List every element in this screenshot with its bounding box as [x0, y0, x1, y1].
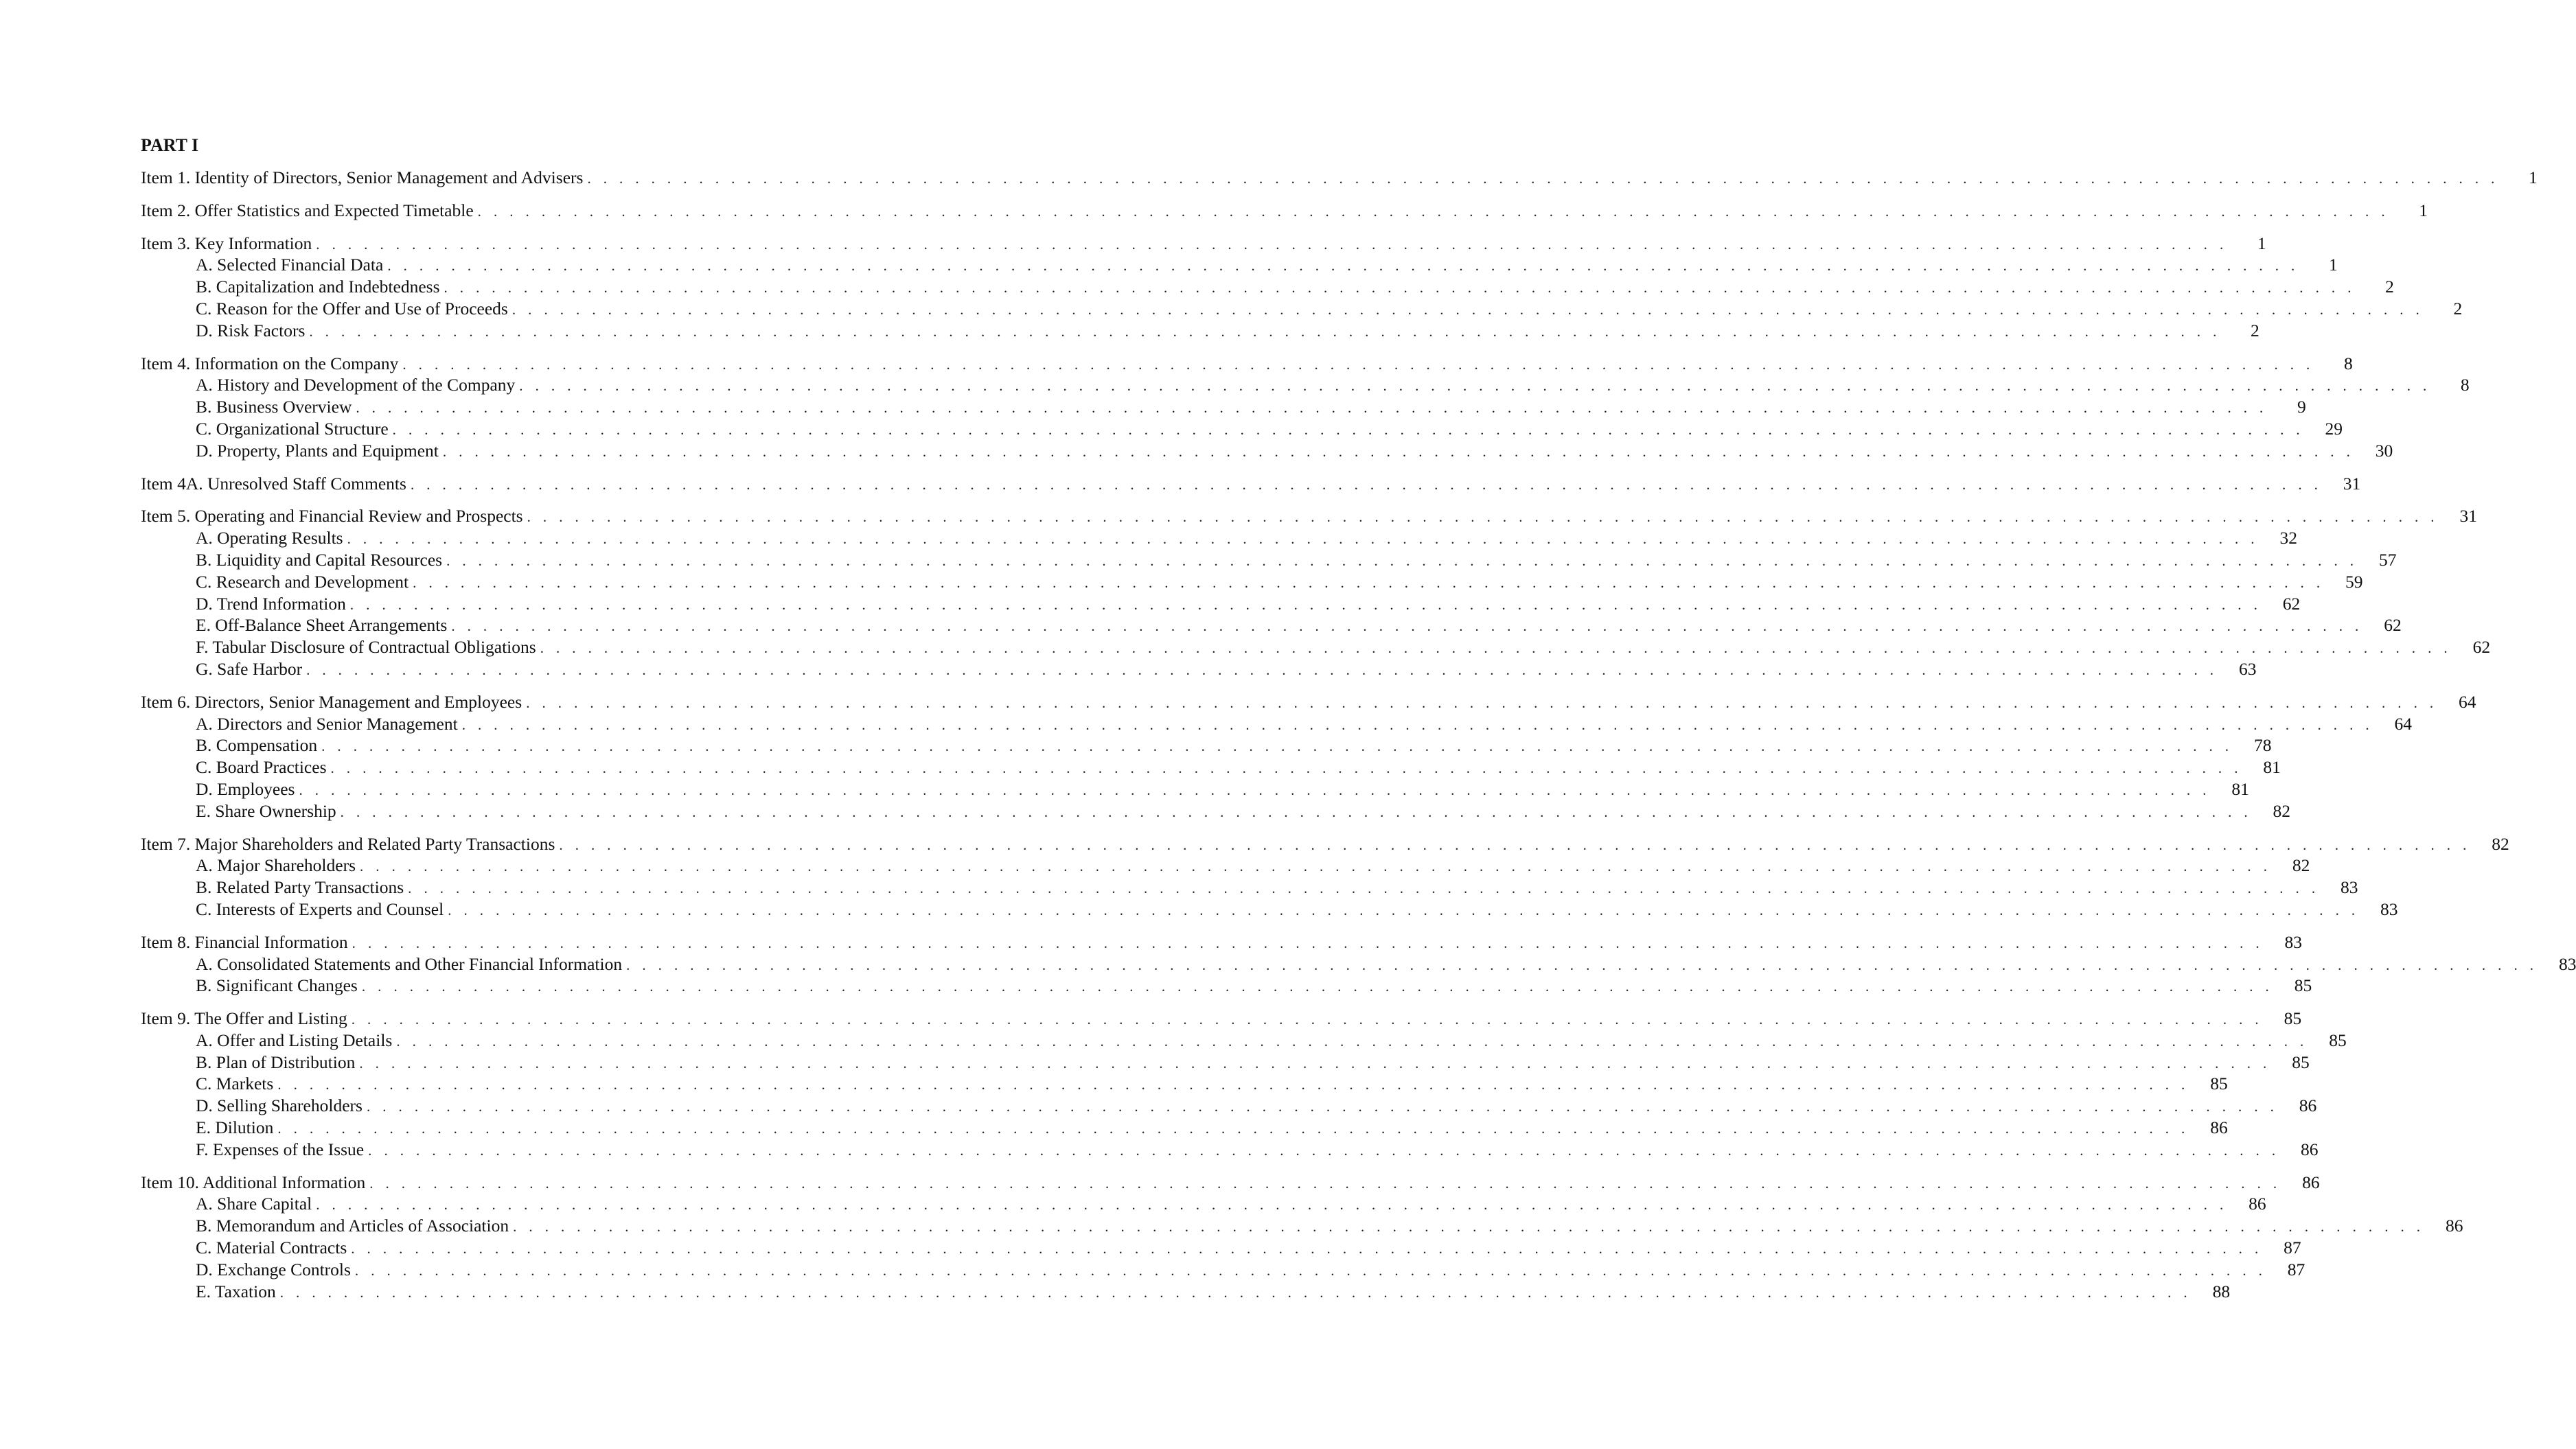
toc-item-label: Item 9. The Offer and Listing — [141, 1008, 347, 1029]
toc-subitem[interactable] — [141, 1281, 2231, 1303]
toc-subitem[interactable] — [141, 320, 2259, 342]
page-number: 85 — [2292, 1052, 2310, 1072]
toc-subitem-label: E. Taxation — [196, 1281, 276, 1301]
dot-leader: . . . . . . . . . . . . . . . . . . . . . . . . . . . . . . . . . . . . . . . . . . . . . . . . . . . . . . . . . . . . . . . . . . . . . . . . . . . . . . . . . . . . . . . . . . . . . . . . . . . . . . . . . . . . . . . . . . . . . . . . — [316, 235, 2228, 253]
toc-subitem[interactable] — [141, 254, 2338, 276]
dot-leader: . . . . . . . . . . . . . . . . . . . . . . . . . . . . . . . . . . . . . . . . . . . . . . . . . . . . . . . . . . . . . . . . . . . . . . . . . . . . . . . . . . . . . . . . . . . . . . . . . . . . . . . . . . . . . . . . . . . . . . . . — [540, 640, 2452, 657]
dot-leader: . . . . . . . . . . . . . . . . . . . . . . . . . . . . . . . . . . . . . . . . . . . . . . . . . . . . . . . . . . . . . . . . . . . . . . . . . . . . . . . . . . . . . . . . . . . . . . . . . . . . . . . . . . . . . . . . . . . . . . . . — [413, 574, 2325, 591]
toc-group — [141, 200, 2428, 222]
toc-subitem-label: B. Significant Changes — [196, 975, 358, 996]
toc-item-label: Item 8. Financial Information — [141, 931, 348, 952]
dot-leader: . . . . . . . . . . . . . . . . . . . . . . . . . . . . . . . . . . . . . . . . . . . . . . . . . . . . . . . . . . . . . . . . . . . . . . . . . . . . . . . . . . . . . . . . . . . . . . . . . . . . . . . . . . . . . . . . . . . . . . . . — [444, 279, 2356, 297]
dot-leader: . . . . . . . . . . . . . . . . . . . . . . . . . . . . . . . . . . . . . . . . . . . . . . . . . . . . . . . . . . . . . . . . . . . . . . . . . . . . . . . . . . . . . . . . . . . . . . . . . . . . . . . . . . . . . . . . . . . . . . . . — [446, 552, 2358, 569]
toc-subitem[interactable] — [141, 1237, 2301, 1259]
toc-subitem[interactable] — [141, 614, 2402, 636]
toc-subitem-label: A. Directors and Senior Management — [196, 713, 458, 734]
toc-subitem-label: B. Memorandum and Articles of Association — [196, 1216, 509, 1236]
page-number: 57 — [2378, 549, 2397, 570]
page-number: 59 — [2345, 571, 2363, 592]
dot-leader: . . . . . . . . . . . . . . . . . . . . . . . . . . . . . . . . . . . . . . . . . . . . . . . . . . . . . . . . . . . . . . . . . . . . . . . . . . . . . . . . . . . . . . . . . . . . . . . . . . . . . . . . . . . . . . . . . . . . . . . . — [277, 1120, 2189, 1137]
page-number: 86 — [2249, 1194, 2266, 1214]
page-number: 85 — [2329, 1030, 2347, 1050]
page-number: 63 — [2238, 658, 2257, 679]
toc-group — [141, 505, 2491, 680]
dot-leader: . . . . . . . . . . . . . . . . . . . . . . . . . . . . . . . . . . . . . . . . . . . . . . . . . . . . . . . . . . . . . . . . . . . . . . . . . . . . . . . . . . . . . . . . . . . . . . . . . . . . . . . . . . . . . . . . . . . . . . . . — [354, 1262, 2267, 1279]
dot-leader: . . . . . . . . . . . . . . . . . . . . . . . . . . . . . . . . . . . . . . . . . . . . . . . . . . . . . . . . . . . . . . . . . . . . . . . . . . . . . . . . . . . . . . . . . . . . . . . . . . . . . . . . . . . . . . . . . . . . . . . . — [277, 1076, 2189, 1093]
toc-subitem[interactable] — [141, 1193, 2266, 1215]
toc-item-label: Item 1. Identity of Directors, Senior Management and Advisers — [141, 167, 584, 187]
toc-subitem-label: B. Compensation — [196, 735, 318, 756]
toc-item[interactable] — [141, 233, 2266, 255]
dot-leader: . . . . . . . . . . . . . . . . . . . . . . . . . . . . . . . . . . . . . . . . . . . . . . . . . . . . . . . . . . . . . . . . . . . . . . . . . . . . . . . . . . . . . . . . . . . . . . . . . . . . . . . . . . . . . . . . . . . . . . . . — [366, 1098, 2279, 1115]
toc-subitem[interactable] — [141, 658, 2257, 680]
page-number: 86 — [2302, 1172, 2320, 1192]
toc-subitem-label: C. Research and Development — [196, 571, 409, 592]
page-number: 86 — [2301, 1139, 2319, 1159]
page-number: 86 — [2299, 1096, 2317, 1116]
toc-subitem[interactable] — [141, 276, 2394, 298]
dot-leader: . . . . . . . . . . . . . . . . . . . . . . . . . . . . . . . . . . . . . . . . . . . . . . . . . . . . . . . . . . . . . . . . . . . . . . . . . . . . . . . . . . . . . . . . . . . . . . . . . . . . . . . . . . . . . . . . . . . . . . . . — [396, 1032, 2308, 1050]
toc-subitem[interactable] — [141, 1259, 2305, 1281]
dot-leader: . . . . . . . . . . . . . . . . . . . . . . . . . . . . . . . . . . . . . . . . . . . . . . . . . . . . . . . . . . . . . . . . . . . . . . . . . . . . . . . . . . . . . . . . . . . . . . . . . . . . . . . . . . . . . . . . . . . . . . . . — [408, 880, 2320, 897]
dot-leader: . . . . . . . . . . . . . . . . . . . . . . . . . . . . . . . . . . . . . . . . . . . . . . . . . . . . . . . . . . . . . . . . . . . . . . . . . . . . . . . . . . . . . . . . . . . . . . . . . . . . . . . . . . . . . . . . . . . . . . . . — [347, 531, 2259, 548]
toc-subitem-label: D. Property, Plants and Equipment — [196, 440, 439, 461]
dot-leader: . . . . . . . . . . . . . . . . . . . . . . . . . . . . . . . . . . . . . . . . . . . . . . . . . . . . . . . . . . . . . . . . . . . . . . . . . . . . . . . . . . . . . . . . . . . . . . . . . . . . . . . . . . . . . . . . . . . . . . . . — [513, 1218, 2425, 1236]
toc-group — [141, 1008, 2347, 1161]
toc-item-label: Item 4. Information on the Company — [141, 353, 399, 373]
toc-subitem[interactable] — [141, 298, 2463, 320]
dot-leader: . . . . . . . . . . . . . . . . . . . . . . . . . . . . . . . . . . . . . . . . . . . . . . . . . . . . . . . . . . . . . . . . . . . . . . . . . . . . . . . . . . . . . . . . . . . . . . . . . . . . . . . . . . . . . . . . . . . . . . . . — [321, 738, 2233, 755]
toc-subitem[interactable] — [141, 778, 2249, 800]
toc-item[interactable] — [141, 833, 2509, 855]
page-number: 1 — [2529, 167, 2538, 187]
toc-group — [141, 167, 2538, 189]
toc-subitem-label: C. Organizational Structure — [196, 418, 389, 439]
page-number: 31 — [2343, 473, 2361, 494]
toc-subitem[interactable] — [141, 899, 2398, 920]
toc-subitem[interactable] — [141, 440, 2393, 462]
page-number: 83 — [2341, 877, 2358, 898]
toc-subitem-label: C. Board Practices — [196, 757, 327, 778]
page-number: 9 — [2297, 397, 2306, 417]
toc-item-label: Item 5. Operating and Financial Review and Prospects — [141, 506, 523, 526]
page-number: 30 — [2375, 440, 2393, 461]
page-number: 87 — [2287, 1259, 2305, 1279]
toc-subitem-label: G. Safe Harbor — [196, 658, 303, 679]
toc-item[interactable] — [141, 1008, 2302, 1030]
toc-group — [141, 691, 2476, 822]
toc-subitem[interactable] — [141, 374, 2470, 396]
dot-leader: . . . . . . . . . . . . . . . . . . . . . . . . . . . . . . . . . . . . . . . . . . . . . . . . . . . . . . . . . . . . . . . . . . . . . . . . . . . . . . . . . . . . . . . . . . . . . . . . . . . . . . . . . . . . . . . . . . . . . . . . — [626, 956, 2538, 973]
dot-leader: . . . . . . . . . . . . . . . . . . . . . . . . . . . . . . . . . . . . . . . . . . . . . . . . . . . . . . . . . . . . . . . . . . . . . . . . . . . . . . . . . . . . . . . . . . . . . . . . . . . . . . . . . . . . . . . . . . . . . . . . — [306, 661, 2218, 678]
toc-subitem-label: C. Reason for the Offer and Use of Proceeds — [196, 298, 508, 318]
table-of-contents — [141, 135, 2576, 1313]
toc-item[interactable] — [141, 691, 2476, 713]
toc-item[interactable] — [141, 353, 2353, 375]
toc-subitem-label: B. Related Party Transactions — [196, 877, 404, 898]
toc-item[interactable] — [141, 505, 2477, 527]
toc-subitem-label: C. Markets — [196, 1074, 274, 1094]
dot-leader: . . . . . . . . . . . . . . . . . . . . . . . . . . . . . . . . . . . . . . . . . . . . . . . . . . . . . . . . . . . . . . . . . . . . . . . . . . . . . . . . . . . . . . . . . . . . . . . . . . . . . . . . . . . . . . . . . . . . . . . . — [526, 694, 2438, 711]
page-number: 29 — [2325, 418, 2343, 439]
dot-leader: . . . . . . . . . . . . . . . . . . . . . . . . . . . . . . . . . . . . . . . . . . . . . . . . . . . . . . . . . . . . . . . . . . . . . . . . . . . . . . . . . . . . . . . . . . . . . . . . . . . . . . . . . . . . . . . . . . . . . . . . — [356, 399, 2268, 417]
toc-subitem[interactable] — [141, 1215, 2463, 1237]
toc-subitem[interactable] — [141, 571, 2363, 593]
toc-subitem-label: B. Capitalization and Indebtedness — [196, 277, 440, 297]
toc-subitem[interactable] — [141, 1117, 2228, 1139]
toc-subitem-label: D. Exchange Controls — [196, 1259, 351, 1279]
page-number: 86 — [2445, 1216, 2463, 1236]
toc-subitem-label: D. Trend Information — [196, 593, 346, 614]
page-number: 1 — [2419, 200, 2428, 220]
page-number: 83 — [2558, 953, 2576, 974]
dot-leader: . . . . . . . . . . . . . . . . . . . . . . . . . . . . . . . . . . . . . . . . . . . . . . . . . . . . . . . . . . . . . . . . . . . . . . . . . . . . . . . . . . . . . . . . . . . . . . . . . . . . . . . . . . . . . . . . . . . . . . . . — [309, 323, 2221, 340]
toc-subitem[interactable] — [141, 549, 2397, 571]
page-number: 81 — [2231, 778, 2249, 799]
page-number: 78 — [2253, 735, 2272, 756]
toc-item[interactable] — [141, 473, 2361, 495]
part-title: PART I — [141, 135, 199, 155]
toc-subitem[interactable] — [141, 953, 2576, 975]
toc-subitem-label: B. Plan of Distribution — [196, 1052, 356, 1072]
page-number: 87 — [2284, 1238, 2301, 1258]
toc-subitem-label: A. Consolidated Statements and Other Financial Information — [196, 953, 623, 974]
dot-leader: . . . . . . . . . . . . . . . . . . . . . . . . . . . . . . . . . . . . . . . . . . . . . . . . . . . . . . . . . . . . . . . . . . . . . . . . . . . . . . . . . . . . . . . . . . . . . . . . . . . . . . . . . . . . . . . . . . . . . . . . — [410, 476, 2323, 493]
toc-item-label: Item 6. Directors, Senior Management and Employees — [141, 691, 522, 712]
toc-group — [141, 1172, 2463, 1303]
toc-subitem-label: F. Expenses of the Issue — [196, 1139, 365, 1159]
dot-leader: . . . . . . . . . . . . . . . . . . . . . . . . . . . . . . . . . . . . . . . . . . . . . . . . . . . . . . . . . . . . . . . . . . . . . . . . . . . . . . . . . . . . . . . . . . . . . . . . . . . . . . . . . . . . . . . . . . . . . . . . — [368, 1141, 2280, 1159]
toc-subitem-label: F. Tabular Disclosure of Contractual Obligations — [196, 637, 536, 658]
toc-subitem-label: A. Offer and Listing Details — [196, 1030, 393, 1050]
dot-leader: . . . . . . . . . . . . . . . . . . . . . . . . . . . . . . . . . . . . . . . . . . . . . . . . . . . . . . . . . . . . . . . . . . . . . . . . . . . . . . . . . . . . . . . . . . . . . . . . . . . . . . . . . . . . . . . . . . . . . . . . — [360, 858, 2272, 875]
toc-subitem[interactable] — [141, 1052, 2310, 1074]
toc-subitem[interactable] — [141, 1030, 2347, 1052]
page-number: 8 — [2343, 353, 2353, 373]
toc-group — [141, 833, 2509, 920]
toc-subitem-label: D. Employees — [196, 778, 295, 799]
toc-subitem[interactable] — [141, 713, 2413, 735]
toc-subitem[interactable] — [141, 527, 2297, 549]
dot-leader: . . . . . . . . . . . . . . . . . . . . . . . . . . . . . . . . . . . . . . . . . . . . . . . . . . . . . . . . . . . . . . . . . . . . . . . . . . . . . . . . . . . . . . . . . . . . . . . . . . . . . . . . . . . . . . . . . . . . . . . . — [392, 421, 2305, 438]
toc-subitem[interactable] — [141, 800, 2291, 822]
toc-subitem-label: B. Business Overview — [196, 397, 352, 417]
dot-leader: . . . . . . . . . . . . . . . . . . . . . . . . . . . . . . . . . . . . . . . . . . . . . . . . . . . . . . . . . . . . . . . . . . . . . . . . . . . . . . . . . . . . . . . . . . . . . . . . . . . . . . . . . . . . . . . . . . . . . . . . — [461, 716, 2374, 733]
toc-subitem-label: D. Risk Factors — [196, 320, 306, 340]
toc-subitem-label: E. Dilution — [196, 1117, 274, 1138]
toc-subitem-label: E. Share Ownership — [196, 800, 336, 821]
toc-item[interactable] — [141, 167, 2538, 189]
page-number: 81 — [2263, 757, 2281, 778]
toc-subitem-label: A. Operating Results — [196, 528, 343, 548]
toc-item[interactable] — [141, 200, 2428, 222]
toc-subitem[interactable] — [141, 636, 2491, 658]
toc-subitem-label: A. History and Development of the Company — [196, 375, 516, 395]
page-number: 32 — [2279, 528, 2297, 548]
page-number: 86 — [2210, 1117, 2228, 1138]
dot-leader: . . . . . . . . . . . . . . . . . . . . . . . . . . . . . . . . . . . . . . . . . . . . . . . . . . . . . . . . . . . . . . . . . . . . . . . . . . . . . . . . . . . . . . . . . . . . . . . . . . . . . . . . . . . . . . . . . . . . . . . . — [519, 378, 2431, 395]
toc-subitem[interactable] — [141, 1073, 2228, 1095]
toc-subitem[interactable] — [141, 418, 2343, 440]
dot-leader: . . . . . . . . . . . . . . . . . . . . . . . . . . . . . . . . . . . . . . . . . . . . . . . . . . . . . . . . . . . . . . . . . . . . . . . . . . . . . . . . . . . . . . . . . . . . . . . . . . . . . . . . . . . . . . . . . . . . . . . . — [402, 356, 2314, 373]
dot-leader: . . . . . . . . . . . . . . . . . . . . . . . . . . . . . . . . . . . . . . . . . . . . . . . . . . . . . . . . . . . . . . . . . . . . . . . . . . . . . . . . . . . . . . . . . . . . . . . . . . . . . . . . . . . . . . . . . . . . . . . . — [330, 760, 2242, 777]
dot-leader: . . . . . . . . . . . . . . . . . . . . . . . . . . . . . . . . . . . . . . . . . . . . . . . . . . . . . . . . . . . . . . . . . . . . . . . . . . . . . . . . . . . . . . . . . . . . . . . . . . . . . . . . . . . . . . . . . . . . . . . . — [511, 301, 2424, 318]
dot-leader: . . . . . . . . . . . . . . . . . . . . . . . . . . . . . . . . . . . . . . . . . . . . . . . . . . . . . . . . . . . . . . . . . . . . . . . . . . . . . . . . . . . . . . . . . . . . . . . . . . . . . . . . . . . . . . . . . . . . . . . . — [451, 618, 2363, 635]
toc-subitem[interactable] — [141, 975, 2312, 997]
dot-leader: . . . . . . . . . . . . . . . . . . . . . . . . . . . . . . . . . . . . . . . . . . . . . . . . . . . . . . . . . . . . . . . . . . . . . . . . . . . . . . . . . . . . . . . . . . . . . . . . . . . . . . . . . . . . . . . . . . . . . . . . — [316, 1196, 2228, 1214]
dot-leader: . . . . . . . . . . . . . . . . . . . . . . . . . . . . . . . . . . . . . . . . . . . . . . . . . . . . . . . . . . . . . . . . . . . . . . . . . . . . . . . . . . . . . . . . . . . . . . . . . . . . . . . . . . . . . . . . . . . . . . . . — [477, 202, 2389, 220]
toc-subitem-label: C. Interests of Experts and Counsel — [196, 899, 444, 919]
dot-leader: . . . . . . . . . . . . . . . . . . . . . . . . . . . . . . . . . . . . . . . . . . . . . . . . . . . . . . . . . . . . . . . . . . . . . . . . . . . . . . . . . . . . . . . . . . . . . . . . . . . . . . . . . . . . . . . . . . . . . . . . — [352, 934, 2264, 951]
toc-subitem-label: E. Off-Balance Sheet Arrangements — [196, 615, 448, 636]
toc-item-label: Item 3. Key Information — [141, 233, 312, 253]
page-number: 83 — [2284, 931, 2303, 952]
toc-subitem-label: A. Major Shareholders — [196, 855, 356, 876]
page-number: 88 — [2212, 1281, 2231, 1301]
dot-leader: . . . . . . . . . . . . . . . . . . . . . . . . . . . . . . . . . . . . . . . . . . . . . . . . . . . . . . . . . . . . . . . . . . . . . . . . . . . . . . . . . . . . . . . . . . . . . . . . . . . . . . . . . . . . . . . . . . . . . . . . — [442, 443, 2355, 460]
toc-groups — [141, 167, 2576, 1302]
toc-subitem[interactable] — [141, 396, 2306, 418]
page-number: 2 — [2453, 298, 2463, 318]
page-number: 62 — [2472, 637, 2491, 658]
toc-item[interactable] — [141, 931, 2303, 953]
toc-subitem[interactable] — [141, 1139, 2319, 1161]
toc-subitem[interactable] — [141, 756, 2281, 778]
page-number: 31 — [2459, 506, 2477, 526]
page-number: 82 — [2292, 855, 2310, 876]
page-number: 82 — [2492, 833, 2509, 854]
toc-subitem-label: C. Material Contracts — [196, 1238, 347, 1258]
toc-group — [141, 931, 2576, 997]
toc-item-label: Item 2. Offer Statistics and Expected Timetable — [141, 200, 474, 220]
toc-subitem[interactable] — [141, 593, 2301, 615]
toc-subitem-label: D. Selling Shareholders — [196, 1096, 363, 1116]
toc-item-label: Item 10. Additional Information — [141, 1172, 366, 1192]
dot-leader: . . . . . . . . . . . . . . . . . . . . . . . . . . . . . . . . . . . . . . . . . . . . . . . . . . . . . . . . . . . . . . . . . . . . . . . . . . . . . . . . . . . . . . . . . . . . . . . . . . . . . . . . . . . . . . . . . . . . . . . . — [387, 257, 2299, 275]
dot-leader: . . . . . . . . . . . . . . . . . . . . . . . . . . . . . . . . . . . . . . . . . . . . . . . . . . . . . . . . . . . . . . . . . . . . . . . . . . . . . . . . . . . . . . . . . . . . . . . . . . . . . . . . . . . . . . . . . . . . . . . . — [448, 901, 2360, 918]
page-number: 85 — [2284, 1008, 2302, 1029]
dot-leader: . . . . . . . . . . . . . . . . . . . . . . . . . . . . . . . . . . . . . . . . . . . . . . . . . . . . . . . . . . . . . . . . . . . . . . . . . . . . . . . . . . . . . . . . . . . . . . . . . . . . . . . . . . . . . . . . . . . . . . . . — [279, 1284, 2192, 1301]
page-number: 64 — [2459, 691, 2476, 712]
page-number: 8 — [2460, 375, 2470, 395]
toc-subitem[interactable] — [141, 1095, 2317, 1117]
toc-item-label: Item 4A. Unresolved Staff Comments — [141, 473, 406, 494]
page-number: 62 — [2282, 593, 2301, 614]
dot-leader: . . . . . . . . . . . . . . . . . . . . . . . . . . . . . . . . . . . . . . . . . . . . . . . . . . . . . . . . . . . . . . . . . . . . . . . . . . . . . . . . . . . . . . . . . . . . . . . . . . . . . . . . . . . . . . . . . . . . . . . . — [351, 1011, 2264, 1028]
toc-group — [141, 473, 2361, 495]
page-number: 1 — [2328, 255, 2338, 275]
dot-leader: . . . . . . . . . . . . . . . . . . . . . . . . . . . . . . . . . . . . . . . . . . . . . . . . . . . . . . . . . . . . . . . . . . . . . . . . . . . . . . . . . . . . . . . . . . . . . . . . . . . . . . . . . . . . . . . . . . . . . . . . — [587, 170, 2499, 187]
toc-subitem-label: A. Selected Financial Data — [196, 255, 384, 275]
page-number: 85 — [2294, 975, 2312, 996]
page-number: 1 — [2257, 233, 2266, 253]
toc-group — [141, 233, 2463, 342]
dot-leader: . . . . . . . . . . . . . . . . . . . . . . . . . . . . . . . . . . . . . . . . . . . . . . . . . . . . . . . . . . . . . . . . . . . . . . . . . . . . . . . . . . . . . . . . . . . . . . . . . . . . . . . . . . . . . . . . . . . . . . . . — [351, 1240, 2263, 1257]
dot-leader: . . . . . . . . . . . . . . . . . . . . . . . . . . . . . . . . . . . . . . . . . . . . . . . . . . . . . . . . . . . . . . . . . . . . . . . . . . . . . . . . . . . . . . . . . . . . . . . . . . . . . . . . . . . . . . . . . . . . . . . . — [369, 1174, 2281, 1192]
dot-leader: . . . . . . . . . . . . . . . . . . . . . . . . . . . . . . . . . . . . . . . . . . . . . . . . . . . . . . . . . . . . . . . . . . . . . . . . . . . . . . . . . . . . . . . . . . . . . . . . . . . . . . . . . . . . . . . . . . . . . . . . — [527, 509, 2439, 526]
page-number: 2 — [2250, 320, 2259, 340]
dot-leader: . . . . . . . . . . . . . . . . . . . . . . . . . . . . . . . . . . . . . . . . . . . . . . . . . . . . . . . . . . . . . . . . . . . . . . . . . . . . . . . . . . . . . . . . . . . . . . . . . . . . . . . . . . . . . . . . . . . . . . . . — [361, 978, 2274, 995]
page-number: 2 — [2385, 277, 2394, 297]
toc-item-label: Item 7. Major Shareholders and Related Party Transactions — [141, 833, 555, 854]
page-number: 62 — [2384, 615, 2402, 636]
toc-subitem[interactable] — [141, 855, 2310, 877]
dot-leader: . . . . . . . . . . . . . . . . . . . . . . . . . . . . . . . . . . . . . . . . . . . . . . . . . . . . . . . . . . . . . . . . . . . . . . . . . . . . . . . . . . . . . . . . . . . . . . . . . . . . . . . . . . . . . . . . . . . . . . . . — [299, 781, 2211, 798]
page-number: 83 — [2380, 899, 2398, 919]
page-number: 82 — [2273, 800, 2291, 821]
page-number: 64 — [2394, 713, 2413, 734]
toc-subitem-label: A. Share Capital — [196, 1194, 312, 1214]
toc-subitem[interactable] — [141, 734, 2272, 756]
page-number: 85 — [2210, 1074, 2228, 1094]
toc-group — [141, 353, 2470, 462]
dot-leader: . . . . . . . . . . . . . . . . . . . . . . . . . . . . . . . . . . . . . . . . . . . . . . . . . . . . . . . . . . . . . . . . . . . . . . . . . . . . . . . . . . . . . . . . . . . . . . . . . . . . . . . . . . . . . . . . . . . . . . . . — [340, 803, 2253, 820]
toc-subitem[interactable] — [141, 877, 2358, 899]
dot-leader: . . . . . . . . . . . . . . . . . . . . . . . . . . . . . . . . . . . . . . . . . . . . . . . . . . . . . . . . . . . . . . . . . . . . . . . . . . . . . . . . . . . . . . . . . . . . . . . . . . . . . . . . . . . . . . . . . . . . . . . . — [559, 836, 2471, 853]
toc-item[interactable] — [141, 1172, 2320, 1194]
toc-subitem-label: B. Liquidity and Capital Resources — [196, 549, 443, 570]
dot-leader: . . . . . . . . . . . . . . . . . . . . . . . . . . . . . . . . . . . . . . . . . . . . . . . . . . . . . . . . . . . . . . . . . . . . . . . . . . . . . . . . . . . . . . . . . . . . . . . . . . . . . . . . . . . . . . . . . . . . . . . . — [359, 1054, 2271, 1071]
dot-leader: . . . . . . . . . . . . . . . . . . . . . . . . . . . . . . . . . . . . . . . . . . . . . . . . . . . . . . . . . . . . . . . . . . . . . . . . . . . . . . . . . . . . . . . . . . . . . . . . . . . . . . . . . . . . . . . . . . . . . . . . — [349, 596, 2262, 613]
